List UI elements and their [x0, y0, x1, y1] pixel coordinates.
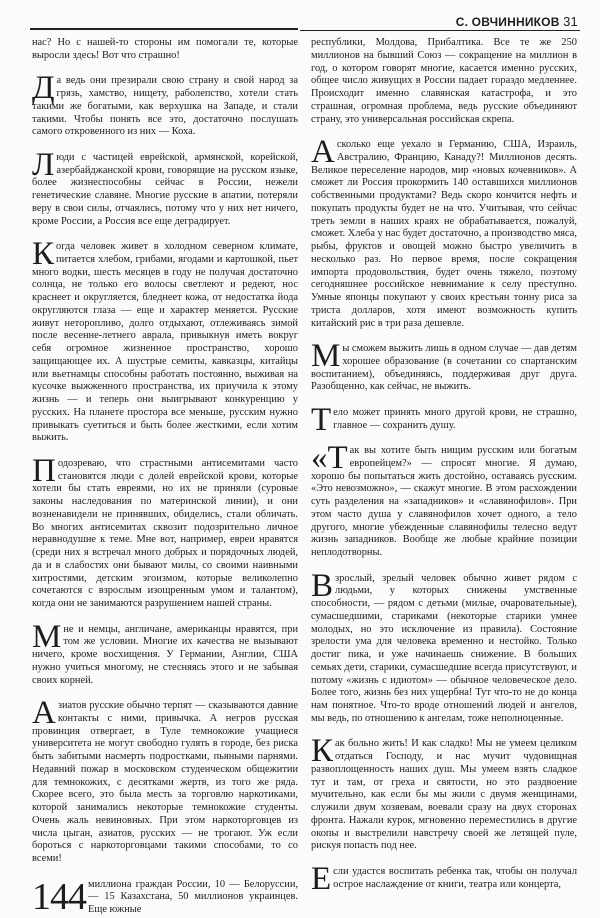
paragraph [32, 70, 298, 139]
left-column [32, 37, 298, 916]
drop-cap: А [311, 134, 335, 170]
paragraph [32, 695, 298, 866]
paragraph [311, 37, 577, 126]
header-rule [30, 28, 298, 30]
drop-cap: А [32, 695, 56, 731]
paragraph-text: а ведь они презирали свою страну и свой народ за грязь, хамство, нищету, раболепство, хотели стать такими же богатыми, как верхушка на Западе, и стали такими. Чтобы понять все это, достаточно послушать самого откровенного из них — Коха. [32, 75, 298, 138]
paragraph [311, 440, 577, 560]
drop-cap: К [32, 236, 55, 272]
paragraph [311, 733, 577, 853]
drop-cap: Д [32, 70, 55, 107]
pull-figure [32, 876, 298, 918]
paragraph-text: не и немцы, англичане, американцы нравятся, при том же условии. Многие их качества не вызывают ничего, кроме восхищения. У Германии, Англии, США нужно учиться многому, не стесняясь этого и не забывая своих корней. [32, 623, 298, 686]
drop-cap: М [311, 338, 341, 374]
paragraph [311, 338, 577, 394]
paragraph-text: ак вы хотите быть нищим русским или богатым европейцем?» — спросят многие. Я думаю, хорошо бы попытаться жить достойно, оставаясь русским. «Это невозможно», — скажут многие. В этом расхождении суть разделения на «западников» и «славянофилов». При этом часто душа у славянофилов хочет одного, а тело другого, многие убежденные славянофилы телесно ведут жизнь западников. Вообще же любые крайние позиции неплодотворны. [311, 445, 577, 558]
paragraph [311, 401, 577, 438]
paragraph-text: юди с частицей еврейской, армянской, корейской, азербайджанской крови, говорящие на русском языке, более жизнеспособны сейчас в России, нежели генетические славяне. Многие русские в апатии, потеряли веру в свои силы, отчаялись, потому что у них нет ничего, кроме России, а Россия все еще деградирует. [32, 151, 298, 227]
paragraph [32, 37, 298, 63]
paragraph-text: сколько еще уехало в Германию, США, Израиль, Австралию, Францию, Канаду?! Миллионов десять. Великое переселение народов, мир «новых кочевников». А сможет ли Россия прокормить 140 оставшихся миллионов собственными продуктами? Ведь скоро кончится нефть и покупать продукты будет не на что. Учитывая, что сейчас треть земли в наших краях не обрабатывается, пожалуй, сможет. Хлеба у нас будет достаточно, а производство мяса, рыбы, фруктов и овощей можно быстро увеличить в несколько раз. Но первое время, после сокращения импорта продовольствия, будет очень тяжело, поэтому сегодняшнее российское невнимание к селу преступно. Умные японцы покупают у своих крестьян тонну риса за триста долларов, хотя имеют возможность купить китайский рис в три раза дешевле. [311, 139, 577, 329]
drop-cap: «Т [311, 440, 348, 476]
drop-cap: П [32, 452, 56, 489]
drop-cap: Т [311, 401, 332, 438]
paragraph [32, 146, 298, 229]
paragraph [311, 134, 577, 330]
paragraph-text: зрослый, зрелый человек обычно живет рядом с людьми, у которых снижены умственные способности, — рядом с детьми (милые, очаровательные), сумасшедшими, стариками (некоторые старики умнее молодых, но это исключение из правила). Состояние зрелости ума для человека временно и нестойко. Только достиг пика, и уже начинаешь снижение. В больших семьях дети, старики, сумасшедшие всегда присутствуют, и потому «жизнь с идиотом» — обычное человеческое дело. Более того, жизнь без них ущербна! Тут что-то не до конца нам понятное. Что-то вроде отношений людей и ангелов, мы ведь, по отношению к ангелам, тоже неполноценные. [311, 572, 577, 724]
paragraph-text: ело может принять много другой крови, не страшно, главное — сохранить душу. [333, 406, 577, 431]
paragraph [32, 452, 298, 611]
paragraph-text: одозреваю, что страстными антисемитами часто становятся люди с долей еврейской крови, которые хотели бы стать евреями, но их не приняли (суровые законы наследования по материнской линии), и они возненавидели не принявших, обиделись, стали обличать. Во многих антисемитах сквозит подозрительно личное неравнодушие к теме. Мне вот, например, евреи нравятся (среди них я встречал много добрых и порядочных людей, да и в слабостях они бывают милы, со своими наивными хитростями, детским эгоизмом, которые великолепно сочетаются с взрослым изощренным умом и талантом), когда они не занимаются разрушением нашей страны. [32, 457, 298, 609]
paragraph [32, 618, 298, 688]
big-number: 144 [32, 876, 86, 918]
paragraph-text: сли удастся воспитать ребенка так, чтобы он получал острое наслаждение от книги, театра или концерта, [333, 865, 577, 890]
paragraph [32, 236, 298, 445]
header-rule-right [300, 30, 580, 31]
drop-cap: В [311, 567, 334, 604]
paragraph [311, 567, 577, 726]
drop-cap: Л [32, 146, 55, 183]
drop-cap: Е [311, 860, 332, 897]
paragraph-text: огда человек живет в холодном северном климате, питается хлебом, грибами, ягодами и картошкой, пьет много водки, шесть месяцев в году не получая достаточно солнца, не только его волосы светлеют и редеют, нос краснеет и округляется, бледнеет кожа, от недостатка йода округляются глаза — еще и характер меняется. Русские живут неторопливо, долго отдыхают, отлеживаясь зимой после весенне-летнего аврала, привыкнув иметь вокруг себя огромное жизненное пространство, хорошо защищающее их. А шустрые семиты, кавказцы, китайцы или вьетнамцы способны работать постоянно, выживая на кусочке выжженного пространства, их приучила к этому жизнь — и теперь они выигрывают конкуренцию у русских. На планете простора все меньше, русским нужно привыкать суетиться и быть более жесткими, если хотим выжить. [32, 241, 298, 444]
big-number-text: миллиона граждан России, 10 — Белоруссии, — 15 Казахстана, 50 миллионов украинцев. Еще южные [88, 878, 298, 915]
paragraph-text: республики, Молдова, Прибалтика. Все те же 250 миллионов на бывший Союз — сокращение на миллион в год, о котором говорят многие, касается именно русских, общее число живущих в России падает гораздо медленнее. Происходит именно славянская катастрофа, и это страшная, огромная проблема, ведь русские объединяют страну, это универсальная российская скрепа. [311, 37, 577, 125]
paragraph-text: ы сможем выжить лишь в одном случае — дав детям хорошее образование (в сочетании со спартанским воспитанием), объединяясь, поддерживая друг друга. Разобщенно, как сейчас, не выжить. [311, 343, 577, 393]
paragraph-text: зиатов русские обычно терпят — сказываются давние контакты с ними, привычка. А негров русская провинция отвергает, в Туле темнокожие учащиеся университета не могут свободно гулять в городе, без риска быть забитыми насмерть подростками, пьяными парнями. Недавний пожар в московском студенческом общежитии для темнокожих, с десятками жертв, из того же ряда. Скорее всего, это была месть за торговлю наркотиками, которой занимались некоторые темнокожие студенты. Очень жаль невиновных. При этом наркоторговцев из числа цыган, азиатов, русских — не трогают. Уж если бороться с наркоторговцами такими способами, то со всеми! [32, 700, 298, 864]
paragraph [311, 860, 577, 897]
page-number: 31 [563, 14, 578, 29]
running-header [456, 14, 578, 29]
right-column [311, 37, 577, 904]
paragraph-text: нас? Но с нашей-то стороны им помогали те, которые выросли здесь! Вот что страшно! [32, 37, 298, 61]
paragraph-text: ак больно жить! И как сладко! Мы не умеем целиком отдаться Господу, и нас мучит чудовищная развоплощенность наших душ. Мы умеем взять сладкое тут и там, от греха и святости, но это раздвоение мучительно, как если бы мы жили с двумя женщинами, служили двум хозяевам, воевали сразу на двух сторонах фронта. Нажали курок, мгновенно переместились в другие окопы и выстрелили навстречу своей же летящей пуле, рискуя попасть под нее. [311, 738, 577, 852]
author-name: С. ОВЧИННИКОВ [455, 15, 560, 29]
drop-cap: К [311, 733, 334, 770]
drop-cap: М [32, 618, 62, 655]
